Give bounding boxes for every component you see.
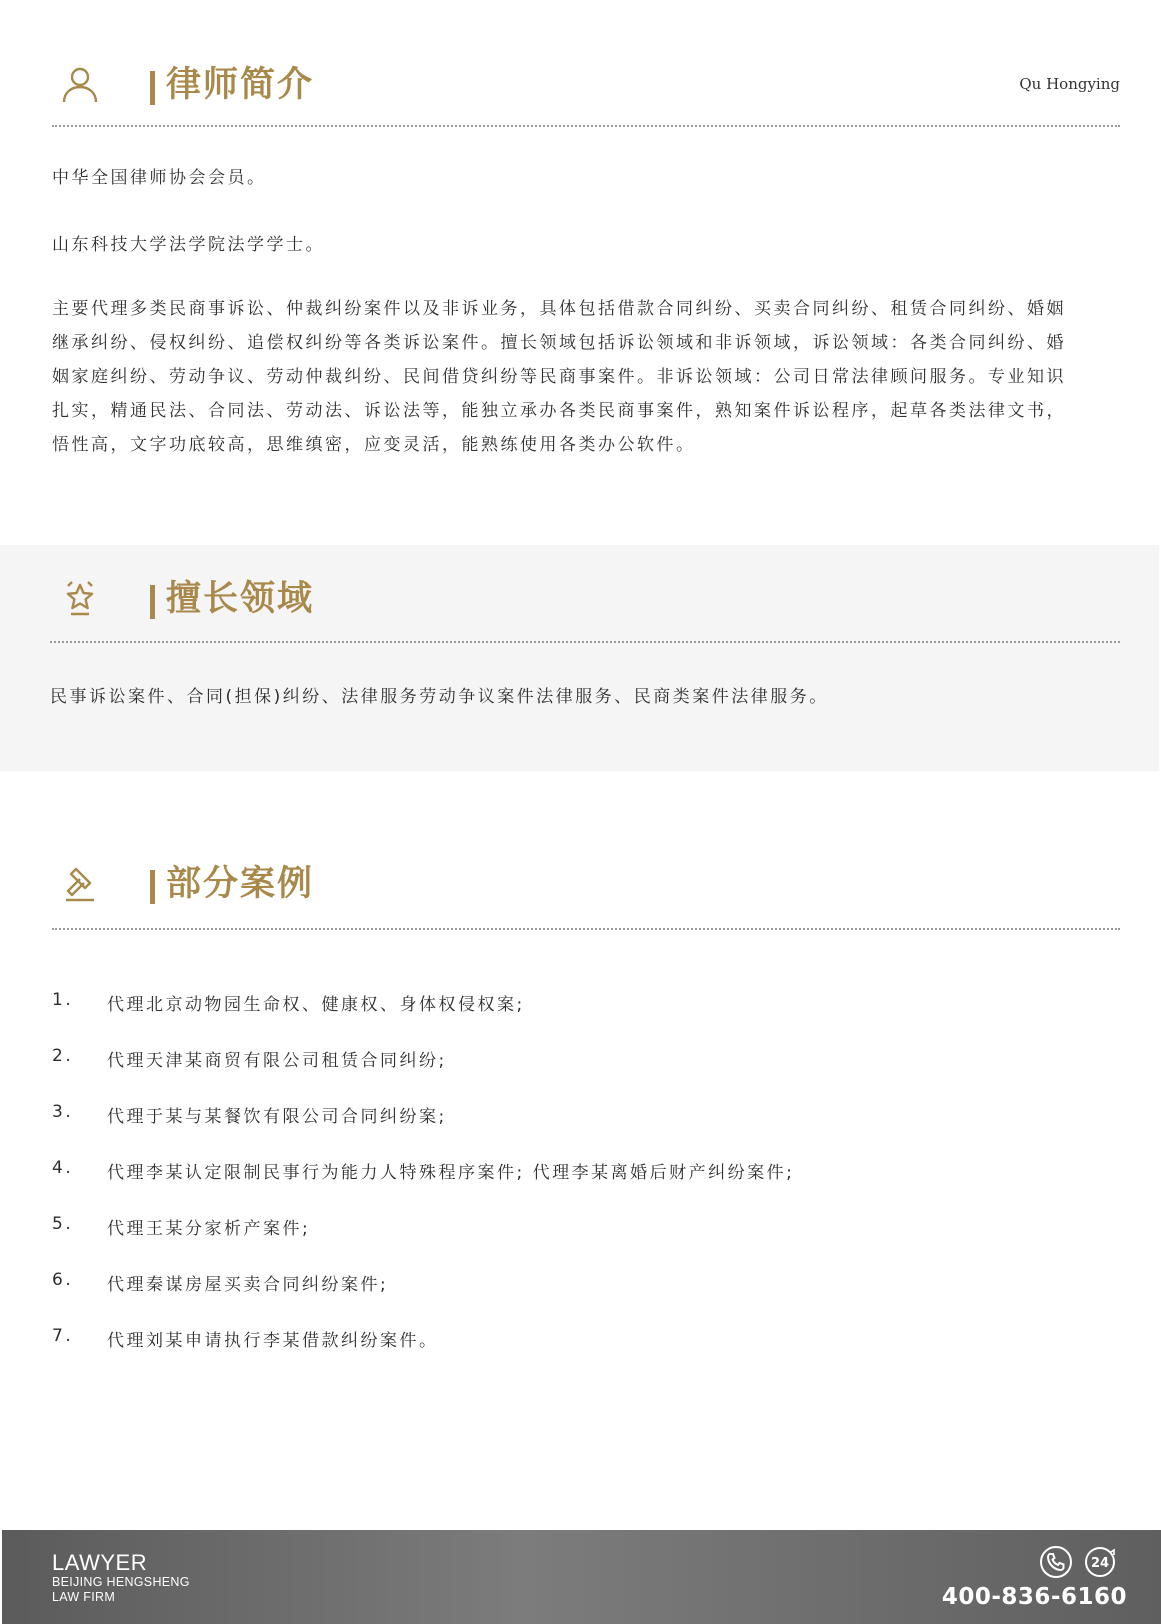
title-bar [150, 870, 155, 904]
item-text: 代理王某分家析产案件; [107, 1219, 311, 1239]
item-number: 1. [52, 990, 74, 1010]
divider [52, 928, 1120, 930]
section-title: 部分案例 [166, 864, 315, 904]
profile-header [52, 58, 1132, 118]
hotline-number: 400-836-6160 [941, 1584, 1127, 1610]
item-text: 代理天津某商贸有限公司租赁合同纠纷; [107, 1051, 447, 1071]
profile-section [0, 0, 1161, 520]
bio-line: 扎实，精通民法、合同法、劳动法、诉讼法等，能独立承办各类民商事案件，熟知案件诉讼程序，起草各类法律文书， [52, 401, 1066, 421]
item-number: 3. [52, 1102, 74, 1122]
firm-brand [52, 1551, 190, 1605]
award-star-icon [60, 578, 100, 618]
item-text: 代理李某认定限制民事行为能力人特殊程序案件; 代理李某离婚后财产纠纷案件; [107, 1163, 795, 1183]
divider [52, 125, 1120, 127]
person-icon [60, 64, 100, 104]
bio-paragraph [52, 292, 1132, 462]
item-number: 5. [52, 1214, 74, 1234]
membership-line: 中华全国律师协会会员。 [52, 168, 267, 188]
brand-line: LAW FIRM [52, 1590, 116, 1604]
gavel-icon [60, 863, 100, 903]
item-text: 代理北京动物园生命权、健康权、身体权侵权案; [107, 995, 525, 1015]
service-icon-text: 24 [1090, 1556, 1110, 1571]
divider [50, 641, 1120, 643]
footer-bar [2, 1530, 1161, 1624]
item-text: 代理于某与某餐饮有限公司合同纠纷案; [107, 1107, 447, 1127]
24-hour-service-icon [1083, 1545, 1117, 1579]
section-title: 律师简介 [166, 65, 315, 105]
title-bar [150, 71, 155, 105]
item-number: 4. [52, 1158, 74, 1178]
lawyer-name-en: Qu Hongying [1019, 75, 1120, 93]
item-text: 代理秦谋房屋买卖合同纠纷案件; [107, 1275, 389, 1295]
expertise-section [0, 545, 1159, 771]
item-number: 2. [52, 1046, 74, 1066]
bio-line: 继承纠纷、侵权纠纷、追偿权纠纷等各类诉讼案件。擅长领域包括诉讼领域和非诉领域，诉讼领域：各类合同纠纷、婚 [52, 333, 1066, 353]
expertise-text: 民事诉讼案件、合同(担保)纠纷、法律服务劳动争议案件法律服务、民商类案件法律服务。 [50, 687, 829, 707]
phone-icon [1039, 1545, 1073, 1579]
section-title: 擅长领域 [166, 579, 315, 619]
bio-line: 姻家庭纠纷、劳动争议、劳动仲裁纠纷、民间借贷纠纷等民商事案件。非诉讼领域：公司日常法律顾问服务。专业知识 [52, 367, 1066, 387]
cases-header [52, 857, 1132, 917]
cases-section [0, 840, 1161, 1380]
education-line: 山东科技大学法学院法学学士。 [52, 235, 325, 255]
contact-icons [1039, 1545, 1119, 1579]
item-text: 代理刘某申请执行李某借款纠纷案件。 [107, 1331, 439, 1351]
bio-line: 主要代理多类民商事诉讼、仲裁纠纷案件以及非诉业务，具体包括借款合同纠纷、买卖合同纠纷、租赁合同纠纷、婚姻 [52, 299, 1066, 319]
bio-line: 悟性高，文字功底较高，思维缜密，应变灵活，能熟练使用各类办公软件。 [52, 435, 696, 455]
expertise-header [52, 572, 1132, 632]
brand-line: BEIJING HENGSHENG [52, 1575, 190, 1589]
item-number: 6. [52, 1270, 74, 1290]
brand-line: LAWYER [52, 1550, 148, 1575]
item-number: 7. [52, 1326, 74, 1346]
title-bar [150, 585, 155, 619]
